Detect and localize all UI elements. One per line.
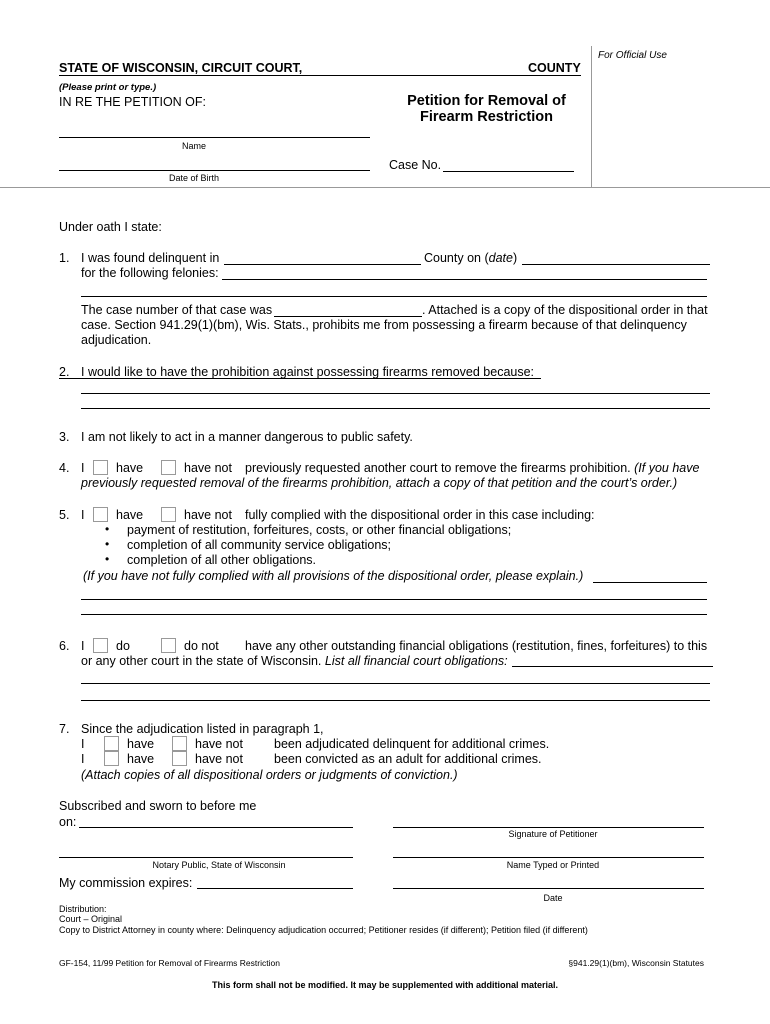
p5-bullet-3: completion of all other obligations. [127, 553, 317, 567]
p1-county-field[interactable] [224, 264, 421, 265]
p1-statute-text: case. Section 941.29(1)(bm), Wis. Stats., prohibits me from possessing a firearm because of that delinquency [81, 318, 687, 332]
p4-have-label: have [116, 461, 144, 475]
p5-number: 5. [59, 508, 70, 522]
commission-label: My commission expires: [59, 876, 193, 890]
p6-i: I [81, 639, 85, 653]
p1-case-number-text: The case number of that case was [81, 303, 273, 317]
distribution-court: Court – Original [59, 914, 123, 924]
p5-have-not-label: have not [184, 508, 232, 522]
name-field[interactable] [59, 137, 370, 138]
commission-field[interactable] [197, 888, 353, 889]
case-no-label: Case No. [389, 158, 442, 172]
p1-felonies-label: for the following felonies: [81, 266, 219, 280]
p6-do-not-label: do not [184, 639, 219, 653]
dob-label: Date of Birth [168, 173, 220, 183]
p7-row2-text: been convicted as an adult for additional crimes. [274, 752, 542, 766]
p4-have-not-checkbox[interactable] [161, 460, 176, 475]
p6-line2: or any other court in the state of Wisconsin. List all financial court obligations: [81, 654, 508, 668]
p4-have-checkbox[interactable] [93, 460, 108, 475]
p1-adjudication-text: adjudication. [81, 333, 152, 347]
p5-have-label: have [116, 508, 144, 522]
p6-obligations-field-2[interactable] [81, 683, 710, 684]
p1-attached-text: . Attached is a copy of the dispositional order in that [422, 303, 708, 317]
court-heading-underline [59, 75, 581, 76]
p5-explain-field-1[interactable] [593, 582, 707, 583]
p1-date-field[interactable] [522, 264, 710, 265]
p7-lead: Since the adjudication listed in paragraph 1, [81, 722, 324, 736]
p2-reason-field-1[interactable] [81, 393, 710, 394]
signature-label: Signature of Petitioner [508, 829, 598, 839]
p5-bullet-1: payment of restitution, forfeitures, costs, or other financial obligations; [127, 523, 512, 537]
p7-number: 7. [59, 722, 70, 736]
p7-row2-have-checkbox[interactable] [104, 751, 119, 766]
notary-label: Notary Public, State of Wisconsin [152, 860, 286, 870]
subscribed-text: Subscribed and sworn to before me [59, 799, 257, 813]
p5-bullet-1-icon: • [105, 522, 110, 536]
p7-row1-have-not-checkbox[interactable] [172, 736, 187, 751]
form-number: GF-154, 11/99 Petition for Removal of Firearms Restriction [59, 958, 280, 968]
case-no-field[interactable] [443, 171, 574, 172]
p5-have-not-checkbox[interactable] [161, 507, 176, 522]
name-typed-label: Name Typed or Printed [506, 860, 600, 870]
statute-reference: §941.29(1)(bm), Wisconsin Statutes [568, 958, 704, 968]
p7-row2-have-label: have [127, 752, 155, 766]
p7-row2-have-not-label: have not [195, 752, 243, 766]
p5-explain-field-2[interactable] [81, 599, 707, 600]
p1-felonies-field-2[interactable] [81, 296, 707, 297]
date-field[interactable] [393, 888, 704, 889]
p1-text-a: I was found delinquent in [81, 251, 220, 265]
p2-number: 2. [59, 365, 70, 379]
p7-row1-text: been adjudicated delinquent for additional crimes. [274, 737, 550, 751]
modification-notice: This form shall not be modified. It may be supplemented with additional material. [211, 980, 559, 990]
notary-field[interactable] [59, 857, 353, 858]
p7-row2-i: I [81, 752, 85, 766]
p6-obligations-field-3[interactable] [81, 700, 710, 701]
signature-field[interactable] [393, 827, 704, 828]
on-label: on: [59, 815, 77, 829]
sworn-date-field[interactable] [79, 827, 353, 828]
p4-text: previously requested another court to remove the firearms prohibition. (If you have [245, 461, 700, 475]
p5-explain-field-3[interactable] [81, 614, 707, 615]
oath-statement: Under oath I state: [59, 220, 162, 234]
p6-number: 6. [59, 639, 70, 653]
p7-row1-have-not-label: have not [195, 737, 243, 751]
county-heading: COUNTY [528, 61, 581, 75]
p2-text: I would like to have the prohibition against possessing firearms removed because: [81, 365, 535, 379]
p7-row1-have-checkbox[interactable] [104, 736, 119, 751]
distribution-copy: Copy to District Attorney in county where: Delinquency adjudication occurred; Petitioner resides (if different); Petition filed (if different) [59, 925, 588, 935]
p7-row1-have-label: have [127, 737, 155, 751]
p5-bullet-2: completion of all community service obligations; [127, 538, 392, 552]
p5-instruction: (If you have not fully complied with all provisions of the dispositional order, please explain.) [83, 569, 584, 583]
name-label: Name [181, 141, 206, 151]
distribution-label: Distribution: [59, 904, 107, 914]
date-label: Date [543, 893, 563, 903]
p3-number: 3. [59, 430, 70, 444]
p6-do-not-checkbox[interactable] [161, 638, 176, 653]
p7-row2-have-not-checkbox[interactable] [172, 751, 187, 766]
in-re-label: IN RE THE PETITION OF: [59, 95, 207, 109]
p2-reason-field-2[interactable] [81, 408, 710, 409]
p1-case-number-field[interactable] [274, 316, 422, 317]
p5-bullet-2-icon: • [105, 537, 110, 551]
p1-number: 1. [59, 251, 70, 265]
p7-row1-i: I [81, 737, 85, 751]
form-title-line1: Petition for Removal of [407, 93, 566, 109]
p4-have-not-label: have not [184, 461, 232, 475]
p1-felonies-field[interactable] [222, 279, 707, 280]
print-note: (Please print or type.) [59, 82, 157, 93]
p5-bullet-3-icon: • [105, 552, 110, 566]
court-heading: STATE OF WISCONSIN, CIRCUIT COURT, [59, 61, 303, 75]
p4-instruction: previously requested removal of the firearms prohibition, attach a copy of that petition and the court’s order.) [81, 476, 678, 490]
p6-obligations-field-1[interactable] [512, 666, 713, 667]
p4-i: I [81, 461, 85, 475]
p5-text: fully complied with the dispositional order in this case including: [245, 508, 595, 522]
header-bottom-border [0, 187, 770, 188]
name-typed-field[interactable] [393, 857, 704, 858]
official-use-label: For Official Use [598, 50, 667, 61]
p4-number: 4. [59, 461, 70, 475]
p6-do-label: do [116, 639, 130, 653]
p5-have-checkbox[interactable] [93, 507, 108, 522]
p2-underline [59, 378, 541, 379]
p6-text: have any other outstanding financial obligations (restitution, fines, forfeitures) to this [245, 639, 708, 653]
p3-text: I am not likely to act in a manner dangerous to public safety. [81, 430, 413, 444]
p6-do-checkbox[interactable] [93, 638, 108, 653]
form-title-line2: Firearm Restriction [420, 109, 553, 125]
p7-instruction: (Attach copies of all dispositional orders or judgments of conviction.) [81, 768, 458, 782]
p1-county-on: County on (date) [424, 251, 518, 265]
dob-field[interactable] [59, 170, 370, 171]
p5-i: I [81, 508, 85, 522]
